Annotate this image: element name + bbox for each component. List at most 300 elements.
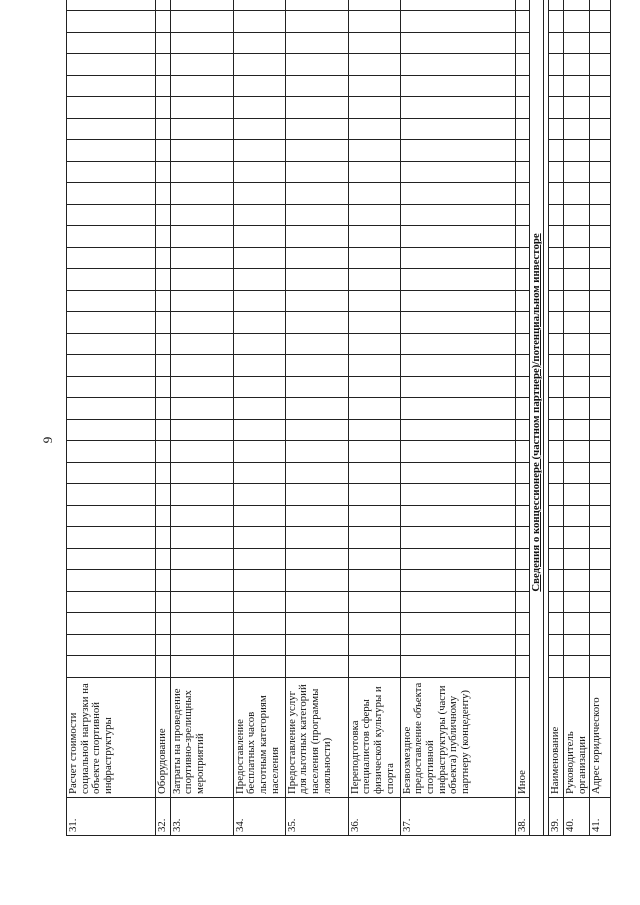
value-cell	[400, 97, 515, 119]
value-cell	[285, 506, 348, 528]
value-cell	[285, 635, 348, 657]
value-cell	[515, 549, 530, 571]
value-cell	[563, 506, 589, 528]
value-cell	[563, 248, 589, 270]
value-cell	[348, 549, 400, 571]
value-cell	[233, 377, 285, 399]
value-cell	[515, 54, 530, 76]
value-cell	[590, 205, 611, 227]
table-row	[563, 0, 589, 836]
value-cell	[156, 398, 171, 420]
value-cell	[170, 183, 233, 205]
value-cell	[233, 269, 285, 291]
value-cell	[549, 248, 564, 270]
value-cell	[170, 484, 233, 506]
value-cell	[156, 54, 171, 76]
value-cell	[515, 0, 530, 11]
value-cell	[348, 334, 400, 356]
value-cell	[549, 97, 564, 119]
value-cell	[233, 592, 285, 614]
row-number: 36.	[348, 798, 400, 836]
value-cell	[233, 441, 285, 463]
value-cell	[156, 441, 171, 463]
value-cell	[348, 248, 400, 270]
value-cell	[549, 355, 564, 377]
value-cell	[563, 527, 589, 549]
value-cell	[170, 398, 233, 420]
value-cell	[563, 312, 589, 334]
value-cell	[285, 613, 348, 635]
value-cell	[515, 527, 530, 549]
value-cell	[67, 119, 156, 141]
value-cell	[400, 635, 515, 657]
value-cell	[400, 592, 515, 614]
value-cell	[156, 484, 171, 506]
value-cell	[348, 570, 400, 592]
value-cell	[156, 613, 171, 635]
value-cell	[590, 441, 611, 463]
value-cell	[170, 570, 233, 592]
value-cell	[515, 334, 530, 356]
row-label: Наименование	[549, 678, 564, 798]
value-cell	[67, 656, 156, 678]
value-cell	[170, 140, 233, 162]
value-cell	[285, 97, 348, 119]
value-cell	[590, 570, 611, 592]
row-number: 37.	[400, 798, 515, 836]
value-cell	[515, 269, 530, 291]
value-cell	[170, 269, 233, 291]
value-cell	[348, 635, 400, 657]
value-cell	[170, 527, 233, 549]
value-cell	[233, 76, 285, 98]
value-cell	[233, 355, 285, 377]
value-cell	[590, 398, 611, 420]
value-cell	[233, 97, 285, 119]
value-cell	[170, 549, 233, 571]
value-cell	[233, 140, 285, 162]
value-cell	[170, 613, 233, 635]
table-row	[156, 0, 171, 836]
value-cell	[285, 570, 348, 592]
value-cell	[348, 484, 400, 506]
value-cell	[285, 377, 348, 399]
value-cell	[590, 334, 611, 356]
value-cell	[233, 527, 285, 549]
row-label: Оборудование	[156, 678, 171, 798]
row-number: 35.	[285, 798, 348, 836]
value-cell	[563, 183, 589, 205]
value-cell	[348, 0, 400, 11]
value-cell	[170, 97, 233, 119]
value-cell	[549, 570, 564, 592]
value-cell	[515, 205, 530, 227]
value-cell	[549, 312, 564, 334]
value-cell	[348, 291, 400, 313]
value-cell	[170, 11, 233, 33]
value-cell	[590, 527, 611, 549]
row-number: 39.	[549, 798, 564, 836]
value-cell	[348, 140, 400, 162]
value-cell	[348, 119, 400, 141]
table-row	[400, 0, 515, 836]
value-cell	[400, 355, 515, 377]
row-number: 40.	[563, 798, 589, 836]
value-cell	[67, 592, 156, 614]
value-cell	[549, 162, 564, 184]
value-cell	[348, 226, 400, 248]
value-cell	[590, 613, 611, 635]
value-cell	[348, 592, 400, 614]
value-cell	[67, 377, 156, 399]
value-cell	[67, 11, 156, 33]
table-row	[515, 0, 530, 836]
value-cell	[285, 420, 348, 442]
value-cell	[549, 76, 564, 98]
value-cell	[156, 33, 171, 55]
value-cell	[515, 355, 530, 377]
value-cell	[233, 33, 285, 55]
value-cell	[170, 205, 233, 227]
value-cell	[515, 76, 530, 98]
value-cell	[170, 592, 233, 614]
value-cell	[515, 420, 530, 442]
value-cell	[348, 420, 400, 442]
value-cell	[233, 635, 285, 657]
value-cell	[285, 205, 348, 227]
value-cell	[170, 463, 233, 485]
value-cell	[549, 11, 564, 33]
value-cell	[285, 269, 348, 291]
value-cell	[156, 312, 171, 334]
value-cell	[67, 0, 156, 11]
value-cell	[590, 420, 611, 442]
value-cell	[285, 334, 348, 356]
value-cell	[67, 549, 156, 571]
value-cell	[67, 140, 156, 162]
value-cell	[285, 11, 348, 33]
value-cell	[67, 248, 156, 270]
value-cell	[400, 183, 515, 205]
value-cell	[67, 97, 156, 119]
value-cell	[400, 506, 515, 528]
value-cell	[400, 463, 515, 485]
row-number: 31.	[67, 798, 156, 836]
value-cell	[67, 355, 156, 377]
value-cell	[563, 97, 589, 119]
value-cell	[549, 398, 564, 420]
value-cell	[285, 291, 348, 313]
value-cell	[156, 592, 171, 614]
value-cell	[515, 441, 530, 463]
value-cell	[400, 76, 515, 98]
value-cell	[156, 355, 171, 377]
value-cell	[563, 441, 589, 463]
section-title: Сведения о концессионере (частном партнере)/потенциальном инвесторе	[530, 0, 544, 836]
value-cell	[563, 549, 589, 571]
value-cell	[285, 549, 348, 571]
value-cell	[400, 570, 515, 592]
value-cell	[233, 183, 285, 205]
value-cell	[515, 398, 530, 420]
value-cell	[400, 334, 515, 356]
table-row	[348, 0, 400, 836]
value-cell	[67, 205, 156, 227]
value-cell	[549, 635, 564, 657]
value-cell	[156, 291, 171, 313]
value-cell	[285, 162, 348, 184]
row-number: 33.	[170, 798, 233, 836]
value-cell	[233, 11, 285, 33]
value-cell	[170, 312, 233, 334]
value-cell	[67, 33, 156, 55]
value-cell	[285, 592, 348, 614]
row-label: Безвозмездное предоставление объекта спортивной инфраструктуры (части объекта) публичному партнеру (концеденту)	[400, 678, 515, 798]
value-cell	[549, 334, 564, 356]
value-cell	[156, 76, 171, 98]
value-cell	[400, 11, 515, 33]
value-cell	[285, 656, 348, 678]
value-cell	[170, 248, 233, 270]
value-cell	[563, 205, 589, 227]
value-cell	[156, 635, 171, 657]
row-label: Переподготовка специалистов сферы физической культуры и спорта	[348, 678, 400, 798]
value-cell	[348, 377, 400, 399]
value-cell	[515, 140, 530, 162]
value-cell	[348, 656, 400, 678]
value-cell	[515, 613, 530, 635]
table-row	[67, 0, 156, 836]
value-cell	[549, 269, 564, 291]
value-cell	[400, 248, 515, 270]
value-cell	[563, 355, 589, 377]
value-cell	[563, 162, 589, 184]
value-cell	[400, 162, 515, 184]
value-cell	[563, 420, 589, 442]
table-row	[285, 0, 348, 836]
value-cell	[563, 119, 589, 141]
row-label: Руководитель организации	[563, 678, 589, 798]
page-number: 9	[40, 436, 55, 444]
value-cell	[563, 269, 589, 291]
value-cell	[156, 463, 171, 485]
value-cell	[563, 398, 589, 420]
row-label: Предоставление услуг для льготных категорий населения (программы лояльности)	[285, 678, 348, 798]
value-cell	[549, 205, 564, 227]
value-cell	[285, 398, 348, 420]
value-cell	[563, 592, 589, 614]
value-cell	[348, 269, 400, 291]
value-cell	[285, 33, 348, 55]
value-cell	[348, 312, 400, 334]
value-cell	[170, 635, 233, 657]
value-cell	[563, 33, 589, 55]
value-cell	[549, 226, 564, 248]
value-cell	[400, 291, 515, 313]
value-cell	[67, 312, 156, 334]
value-cell	[285, 140, 348, 162]
value-cell	[67, 463, 156, 485]
row-label: Затраты на проведение спортивно-зрелищных мероприятий	[170, 678, 233, 798]
value-cell	[233, 613, 285, 635]
value-cell	[515, 162, 530, 184]
value-cell	[400, 484, 515, 506]
table-row	[233, 0, 285, 836]
value-cell	[67, 613, 156, 635]
value-cell	[348, 183, 400, 205]
value-cell	[515, 33, 530, 55]
value-cell	[348, 463, 400, 485]
value-cell	[285, 527, 348, 549]
value-cell	[515, 291, 530, 313]
value-cell	[67, 420, 156, 442]
value-cell	[233, 291, 285, 313]
value-cell	[549, 420, 564, 442]
value-cell	[285, 119, 348, 141]
value-cell	[549, 549, 564, 571]
value-cell	[590, 248, 611, 270]
value-cell	[549, 119, 564, 141]
value-cell	[156, 527, 171, 549]
value-cell	[67, 506, 156, 528]
value-cell	[233, 54, 285, 76]
value-cell	[515, 506, 530, 528]
value-cell	[563, 54, 589, 76]
value-cell	[156, 0, 171, 11]
value-cell	[285, 248, 348, 270]
value-cell	[170, 420, 233, 442]
value-cell	[400, 420, 515, 442]
value-cell	[549, 484, 564, 506]
value-cell	[170, 377, 233, 399]
value-cell	[400, 140, 515, 162]
value-cell	[285, 76, 348, 98]
section-header-row	[530, 0, 544, 836]
value-cell	[515, 463, 530, 485]
row-number: 32.	[156, 798, 171, 836]
value-cell	[400, 0, 515, 11]
value-cell	[170, 119, 233, 141]
value-cell	[563, 463, 589, 485]
value-cell	[348, 33, 400, 55]
value-cell	[170, 162, 233, 184]
value-cell	[590, 506, 611, 528]
row-number: 38.	[515, 798, 530, 836]
value-cell	[400, 33, 515, 55]
value-cell	[233, 463, 285, 485]
value-cell	[400, 549, 515, 571]
value-cell	[156, 549, 171, 571]
value-cell	[170, 33, 233, 55]
value-cell	[67, 162, 156, 184]
form-table	[66, 0, 611, 836]
value-cell	[156, 162, 171, 184]
value-cell	[590, 355, 611, 377]
value-cell	[563, 76, 589, 98]
value-cell	[590, 656, 611, 678]
value-cell	[515, 97, 530, 119]
table-body	[67, 0, 611, 836]
value-cell	[400, 656, 515, 678]
value-cell	[400, 205, 515, 227]
value-cell	[285, 441, 348, 463]
value-cell	[590, 635, 611, 657]
value-cell	[400, 226, 515, 248]
value-cell	[549, 183, 564, 205]
value-cell	[233, 484, 285, 506]
value-cell	[348, 527, 400, 549]
value-cell	[67, 226, 156, 248]
value-cell	[285, 226, 348, 248]
value-cell	[549, 592, 564, 614]
value-cell	[156, 248, 171, 270]
value-cell	[563, 291, 589, 313]
value-cell	[67, 334, 156, 356]
value-cell	[563, 484, 589, 506]
value-cell	[170, 506, 233, 528]
value-cell	[549, 441, 564, 463]
row-number: 34.	[233, 798, 285, 836]
value-cell	[400, 119, 515, 141]
value-cell	[156, 226, 171, 248]
value-cell	[170, 334, 233, 356]
value-cell	[590, 140, 611, 162]
value-cell	[348, 506, 400, 528]
value-cell	[563, 635, 589, 657]
value-cell	[563, 613, 589, 635]
value-cell	[348, 11, 400, 33]
value-cell	[170, 0, 233, 11]
value-cell	[170, 441, 233, 463]
value-cell	[348, 398, 400, 420]
value-cell	[156, 420, 171, 442]
value-cell	[233, 570, 285, 592]
value-cell	[549, 506, 564, 528]
value-cell	[515, 635, 530, 657]
value-cell	[590, 549, 611, 571]
value-cell	[156, 140, 171, 162]
rotated-form-table	[66, 30, 603, 836]
value-cell	[590, 377, 611, 399]
value-cell	[400, 613, 515, 635]
value-cell	[400, 312, 515, 334]
value-cell	[285, 183, 348, 205]
value-cell	[348, 162, 400, 184]
value-cell	[233, 248, 285, 270]
value-cell	[67, 54, 156, 76]
value-cell	[549, 377, 564, 399]
value-cell	[590, 97, 611, 119]
value-cell	[590, 11, 611, 33]
value-cell	[590, 33, 611, 55]
value-cell	[515, 312, 530, 334]
value-cell	[590, 54, 611, 76]
value-cell	[590, 0, 611, 11]
value-cell	[590, 76, 611, 98]
value-cell	[549, 291, 564, 313]
value-cell	[590, 312, 611, 334]
value-cell	[156, 205, 171, 227]
value-cell	[285, 0, 348, 11]
value-cell	[590, 484, 611, 506]
value-cell	[233, 119, 285, 141]
value-cell	[590, 226, 611, 248]
value-cell	[590, 119, 611, 141]
value-cell	[563, 0, 589, 11]
value-cell	[67, 398, 156, 420]
value-cell	[515, 570, 530, 592]
value-cell	[233, 162, 285, 184]
